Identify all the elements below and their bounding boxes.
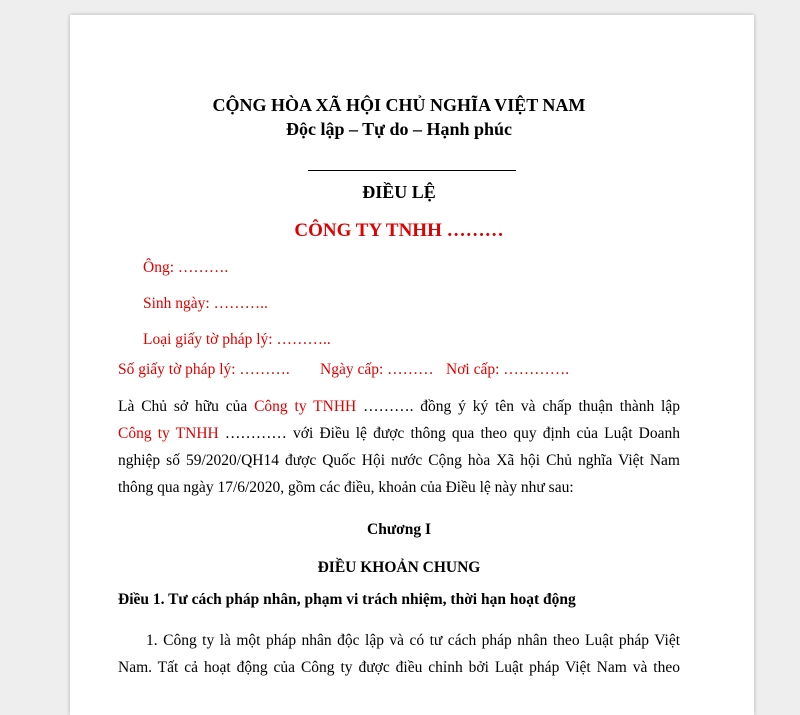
article-1-line-1: 1. Công ty là một pháp nhân độc lập và có tư cách pháp nhân theo Luật pháp Việt	[146, 632, 680, 649]
intro-line-2: Công ty TNHH ………… với Điều lệ được thông qua theo quy định của Luật Doanh	[118, 425, 680, 442]
company-ref: Công ty TNHH	[254, 398, 357, 415]
article-1-paragraph	[118, 627, 680, 681]
intro-line-4: thông qua ngày 17/6/2020, gồm các điều, khoản của Điều lệ này như sau:	[118, 479, 574, 496]
national-title: CỘNG HÒA XÃ HỘI CHỦ NGHĨA VIỆT NAM	[212, 95, 586, 115]
intro-line-1: Là Chủ sở hữu của Công ty TNHH ………. đồng ý ký tên và chấp thuận thành lập	[118, 398, 680, 415]
owner-birth-field: Sinh ngày: ………..	[143, 295, 268, 312]
owner-id-number-field: Số giấy tờ pháp lý: ……….	[118, 361, 290, 378]
national-motto: Độc lập – Tự do – Hạnh phúc	[285, 119, 513, 139]
article-1-line-2: Nam. Tất cả hoạt động của Công ty được điều chỉnh bởi Luật pháp Việt Nam và theo	[118, 659, 680, 676]
owner-id-issue-date-field: Ngày cấp: ………	[320, 361, 434, 378]
intro-paragraph	[118, 393, 680, 501]
owner-id-type-field: Loại giấy tờ pháp lý: ………..	[143, 331, 331, 348]
document-title: ĐIỀU LỆ	[362, 182, 436, 202]
owner-id-issue-place-field: Nơi cấp: ………….	[446, 361, 570, 378]
intro-line-3: nghiệp số 59/2020/QH14 được Quốc Hội nước Cộng hòa Xã hội Chủ nghĩa Việt Nam	[118, 452, 680, 469]
article-1-heading: Điều 1. Tư cách pháp nhân, phạm vi trách nhiệm, thời hạn hoạt động	[118, 591, 576, 608]
chapter-title: ĐIỀU KHOẢN CHUNG	[317, 559, 481, 576]
company-ref: Công ty TNHH	[118, 425, 219, 442]
owner-name-field: Ông: ……….	[143, 259, 229, 276]
header-divider	[308, 170, 516, 171]
chapter-number: Chương I	[367, 521, 431, 538]
company-name: CÔNG TY TNHH ………	[294, 220, 504, 241]
document-page	[70, 15, 754, 715]
